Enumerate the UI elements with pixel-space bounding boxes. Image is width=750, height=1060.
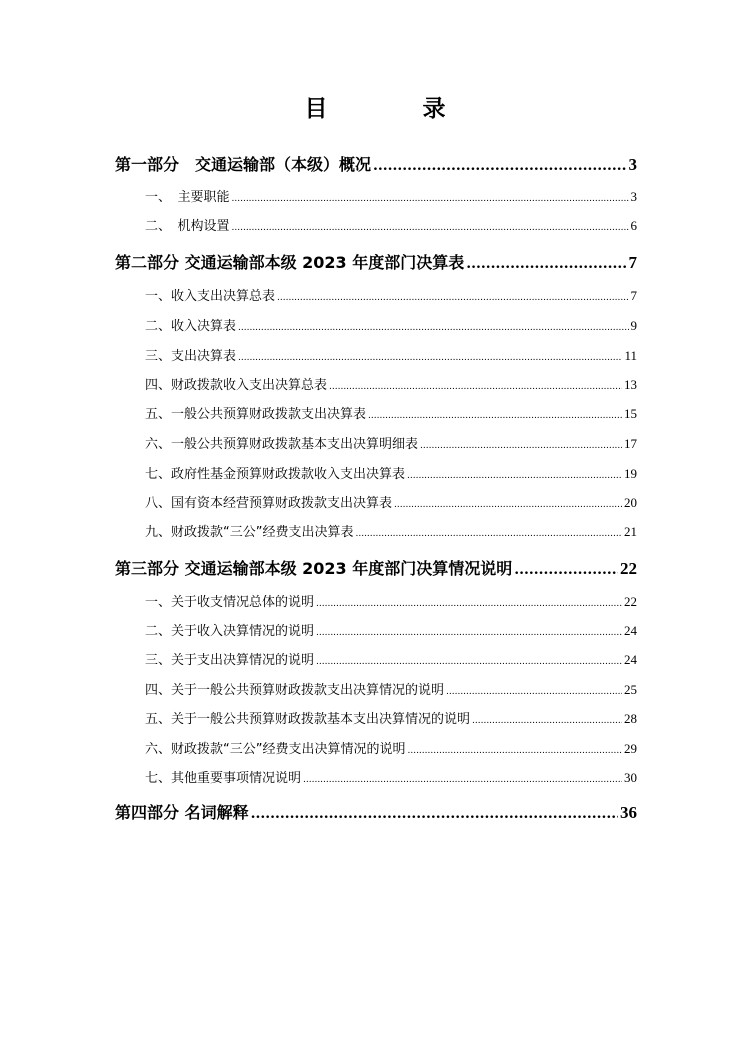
toc-entry-label: 一、 主要职能 xyxy=(145,190,230,205)
toc-page-number: 36 xyxy=(620,803,637,822)
dot-leader xyxy=(514,562,618,578)
toc-item[interactable] xyxy=(145,374,637,392)
toc-page-number: 20 xyxy=(624,495,637,510)
toc-entry-label: 三、关于支出决算情况的说明 xyxy=(145,653,315,668)
toc-entry-label: 六、财政拨款“三公”经费支出决算情况的说明 xyxy=(145,742,406,757)
dot-leader xyxy=(407,746,622,756)
dot-leader xyxy=(466,256,626,272)
toc-item[interactable] xyxy=(145,738,637,756)
toc-page-number: 6 xyxy=(630,218,637,233)
toc-entry-label: 一、关于收支情况总体的说明 xyxy=(145,595,315,610)
toc-entry-label: 五、关于一般公共预算财政拨款基本支出决算情况的说明 xyxy=(145,712,471,727)
toc-page-number: 7 xyxy=(630,288,637,303)
toc-entry-label: 七、其他重要事项情况说明 xyxy=(145,771,302,786)
toc-entry-label: 第一部分 交通运输部（本级）概况 xyxy=(115,155,372,174)
toc-page-number: 30 xyxy=(624,770,637,785)
toc-page-number: 3 xyxy=(630,189,637,204)
toc-page-number: 22 xyxy=(624,594,637,609)
dot-leader xyxy=(446,687,622,697)
toc-page-number: 9 xyxy=(630,318,637,333)
toc-item[interactable] xyxy=(145,315,637,333)
toc-entry-label: 二、关于收入决算情况的说明 xyxy=(145,624,315,639)
dot-leader xyxy=(472,716,622,726)
dot-leader xyxy=(316,599,622,609)
toc-item[interactable] xyxy=(145,649,637,667)
toc-page-number: 22 xyxy=(620,559,637,578)
toc-entry-label: 七、政府性基金预算财政拨款收入支出决算表 xyxy=(145,467,406,482)
toc-entry-label: 二、 机构设置 xyxy=(145,219,230,234)
dot-leader xyxy=(277,293,628,303)
dot-leader xyxy=(394,500,622,510)
toc-entry-label: 三、支出决算表 xyxy=(145,349,237,364)
toc-page-number: 7 xyxy=(628,253,637,272)
toc-page-number: 11 xyxy=(624,348,637,363)
toc-entry-label: 六、一般公共预算财政拨款基本支出决算明细表 xyxy=(145,437,419,452)
toc-part-4[interactable] xyxy=(115,800,637,822)
toc-page-number: 15 xyxy=(624,406,637,421)
toc-part-1[interactable] xyxy=(115,152,637,174)
toc-page-number: 17 xyxy=(624,436,637,451)
dot-leader xyxy=(329,382,622,392)
dot-leader xyxy=(355,529,622,539)
dot-leader xyxy=(407,471,622,481)
toc-item[interactable] xyxy=(145,521,637,539)
dot-leader xyxy=(303,775,622,785)
toc-entry-label: 八、国有资本经营预算财政拨款支出决算表 xyxy=(145,496,393,511)
dot-leader xyxy=(420,441,622,451)
toc-page-number: 24 xyxy=(624,652,637,667)
toc-item[interactable] xyxy=(145,285,637,303)
toc-part-2[interactable] xyxy=(115,250,637,272)
toc-item[interactable] xyxy=(145,463,637,481)
toc-entry-label: 四、关于一般公共预算财政拨款支出决算情况的说明 xyxy=(145,683,445,698)
toc-item-organization[interactable] xyxy=(145,215,637,233)
toc-page-number: 21 xyxy=(624,524,637,539)
toc-item[interactable] xyxy=(145,620,637,638)
toc-entry-label: 二、收入决算表 xyxy=(145,319,237,334)
toc-entry-label: 第三部分 交通运输部本级 2023 年度部门决算情况说明 xyxy=(115,559,513,578)
toc-entry-label: 五、一般公共预算财政拨款支出决算表 xyxy=(145,407,367,422)
toc-item[interactable] xyxy=(145,403,637,421)
toc-page-number: 24 xyxy=(624,623,637,638)
toc-page-number: 13 xyxy=(624,377,637,392)
toc-item[interactable] xyxy=(145,679,637,697)
toc-page-number: 25 xyxy=(624,682,637,697)
toc-item[interactable] xyxy=(145,492,637,510)
toc-item[interactable] xyxy=(145,345,637,363)
toc-page-number: 29 xyxy=(624,741,637,756)
toc-entry-label: 第二部分 交通运输部本级 2023 年度部门决算表 xyxy=(115,253,465,272)
dot-leader xyxy=(368,411,622,421)
toc-entry-label: 四、财政拨款收入支出决算总表 xyxy=(145,378,328,393)
dot-leader xyxy=(316,657,622,667)
toc-page-number: 28 xyxy=(624,711,637,726)
dot-leader xyxy=(238,323,628,333)
toc-entry-label: 九、财政拨款“三公”经费支出决算表 xyxy=(145,525,354,540)
dot-leader xyxy=(232,223,629,233)
dot-leader xyxy=(232,194,629,204)
toc-page-number: 3 xyxy=(628,155,637,174)
toc-page-number: 19 xyxy=(624,466,637,481)
toc-part-3[interactable] xyxy=(115,556,637,578)
toc-item[interactable] xyxy=(145,767,637,785)
toc-item[interactable] xyxy=(145,591,637,609)
dot-leader xyxy=(316,628,622,638)
toc-item[interactable] xyxy=(145,433,637,451)
dot-leader xyxy=(373,158,626,174)
toc-item-main-functions[interactable] xyxy=(145,186,637,204)
toc-title: 目 录 xyxy=(304,96,482,122)
toc-entry-label: 一、收入支出决算总表 xyxy=(145,289,276,304)
toc-item[interactable] xyxy=(145,708,637,726)
toc-entry-label: 第四部分 名词解释 xyxy=(115,803,249,822)
dot-leader xyxy=(251,806,618,822)
dot-leader xyxy=(238,353,622,363)
